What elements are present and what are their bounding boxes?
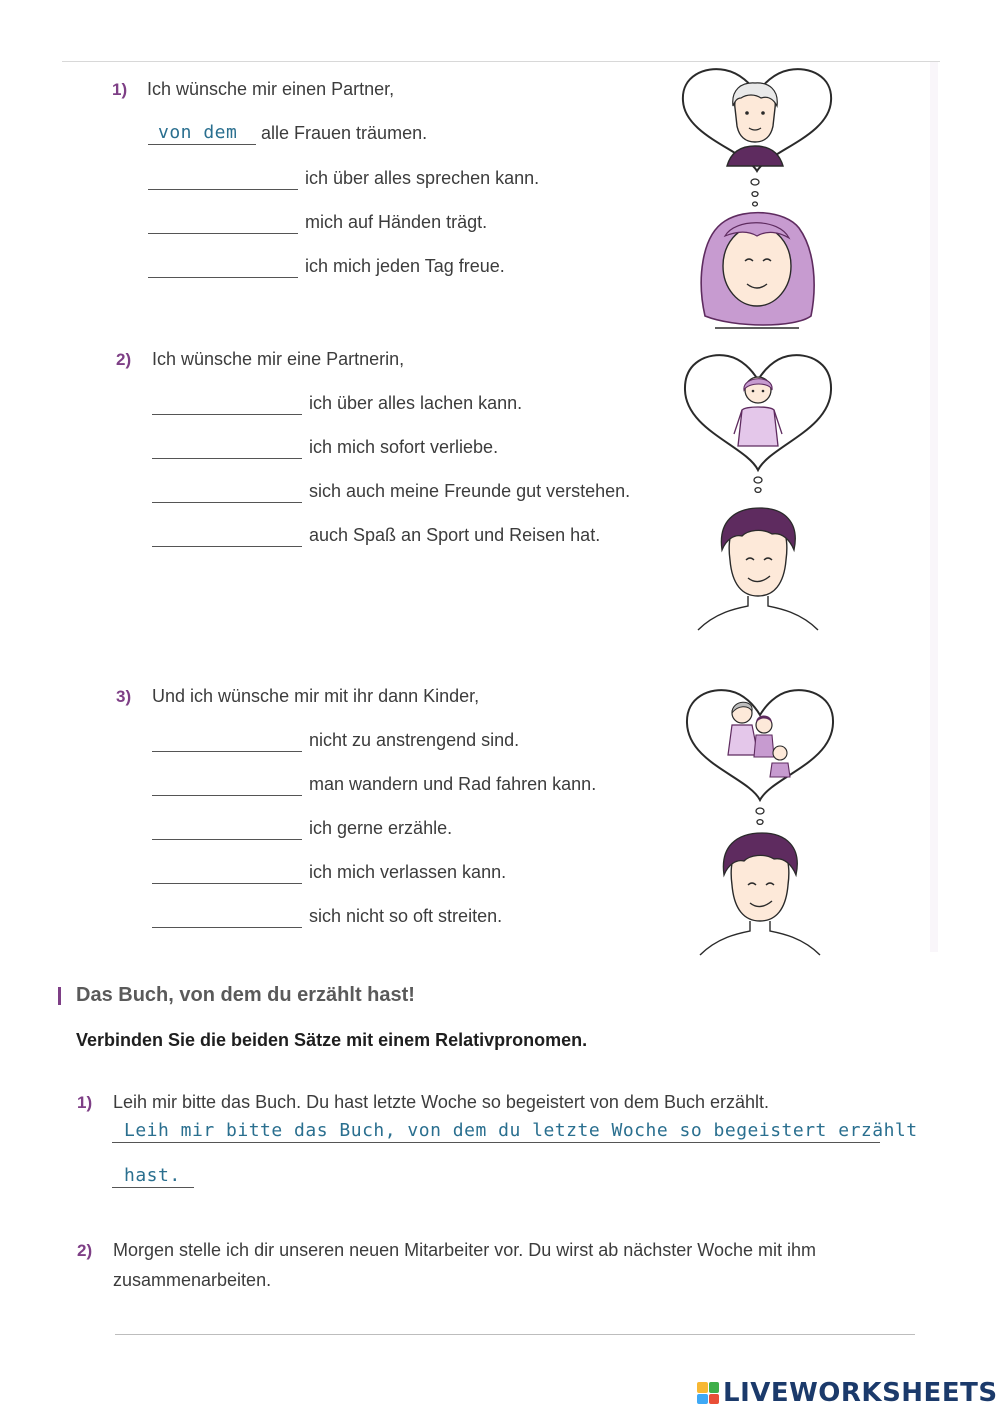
sentence-1-4: ich mich jeden Tag freue. <box>305 256 505 276</box>
answer-field-1-1[interactable] <box>148 121 256 145</box>
group-3-lead: Und ich wünsche mir mit ihr dann Kinder, <box>152 686 480 706</box>
answer-field-1-4[interactable] <box>148 254 298 278</box>
answer-field-2-3[interactable] <box>152 479 302 503</box>
task-2-number: 2) <box>77 1241 93 1260</box>
sentence-1-2: ich über alles sprechen kann. <box>305 168 540 188</box>
top-rule <box>62 61 940 62</box>
answer-field-2-1[interactable] <box>152 391 302 415</box>
group-1-lead: Ich wünsche mir einen Partner, <box>147 79 395 99</box>
page-edge <box>930 62 938 952</box>
sentence-3-2: man wandern und Rad fahren kann. <box>309 774 597 794</box>
task-1-answer-line-1: Leih mir bitte das Buch, von dem du letzte Woche so begeistert erzählt <box>124 1120 918 1141</box>
answer-text: von dem <box>158 122 238 143</box>
group-2-number: 2) <box>116 350 132 369</box>
task-1-answer-field-line-1[interactable] <box>112 1141 880 1143</box>
section-marker <box>58 987 61 1005</box>
task-1-number: 1) <box>77 1093 93 1112</box>
task-2-text-line-1: Morgen stelle ich dir unseren neuen Mitarbeiter vor. Du wirst ab nächster Woche mit ihm <box>113 1240 816 1260</box>
group-1-number: 1) <box>112 80 128 99</box>
logo-text: LIVEWORKSHEETS <box>723 1378 998 1408</box>
task-1-answer-field-line-2[interactable] <box>112 1186 194 1188</box>
illustration-man-dreaming-of-family <box>680 685 840 960</box>
sentence-2-4: auch Spaß an Sport und Reisen hat. <box>309 525 601 545</box>
answer-field-3-5[interactable] <box>152 904 302 928</box>
task-2-text-line-2: zusammenarbeiten. <box>113 1270 272 1290</box>
sentence-2-2: ich mich sofort verliebe. <box>309 437 499 457</box>
answer-field-2-2[interactable] <box>152 435 302 459</box>
liveworksheets-logo-icon <box>697 1382 719 1404</box>
sentence-3-1: nicht zu anstrengend sind. <box>309 730 520 750</box>
answer-field-1-2[interactable] <box>148 166 298 190</box>
sentence-1-1: alle Frauen träumen. <box>261 123 428 143</box>
sentence-2-1: ich über alles lachen kann. <box>309 393 523 413</box>
sentence-1-3: mich auf Händen trägt. <box>305 212 488 232</box>
task-1-answer-line-2: hast. <box>124 1165 181 1186</box>
illustration-woman-dreaming-of-partner <box>675 66 840 331</box>
answer-field-3-1[interactable] <box>152 728 302 752</box>
group-2-lead: Ich wünsche mir eine Partnerin, <box>152 349 405 369</box>
group-3-number: 3) <box>116 687 132 706</box>
answer-field-3-2[interactable] <box>152 772 302 796</box>
task-1-text: Leih mir bitte das Buch. Du hast letzte Woche so begeistert von dem Buch erzählt. <box>113 1092 770 1112</box>
section-title: Das Buch, von dem du erzählt hast! <box>76 984 415 1006</box>
answer-field-3-4[interactable] <box>152 860 302 884</box>
task-2-answer-line[interactable] <box>115 1334 915 1335</box>
sentence-3-3: ich gerne erzähle. <box>309 818 453 838</box>
answer-field-2-4[interactable] <box>152 523 302 547</box>
illustration-man-dreaming-of-partnerin <box>678 350 838 635</box>
sentence-3-4: ich mich verlassen kann. <box>309 862 507 882</box>
liveworksheets-logo <box>697 1378 998 1408</box>
answer-field-1-3[interactable] <box>148 210 298 234</box>
answer-field-3-3[interactable] <box>152 816 302 840</box>
sentence-3-5: sich nicht so oft streiten. <box>309 906 503 926</box>
sentence-2-3: sich auch meine Freunde gut verstehen. <box>309 481 631 501</box>
instruction: Verbinden Sie die beiden Sätze mit einem Relativpronomen. <box>76 1030 588 1050</box>
